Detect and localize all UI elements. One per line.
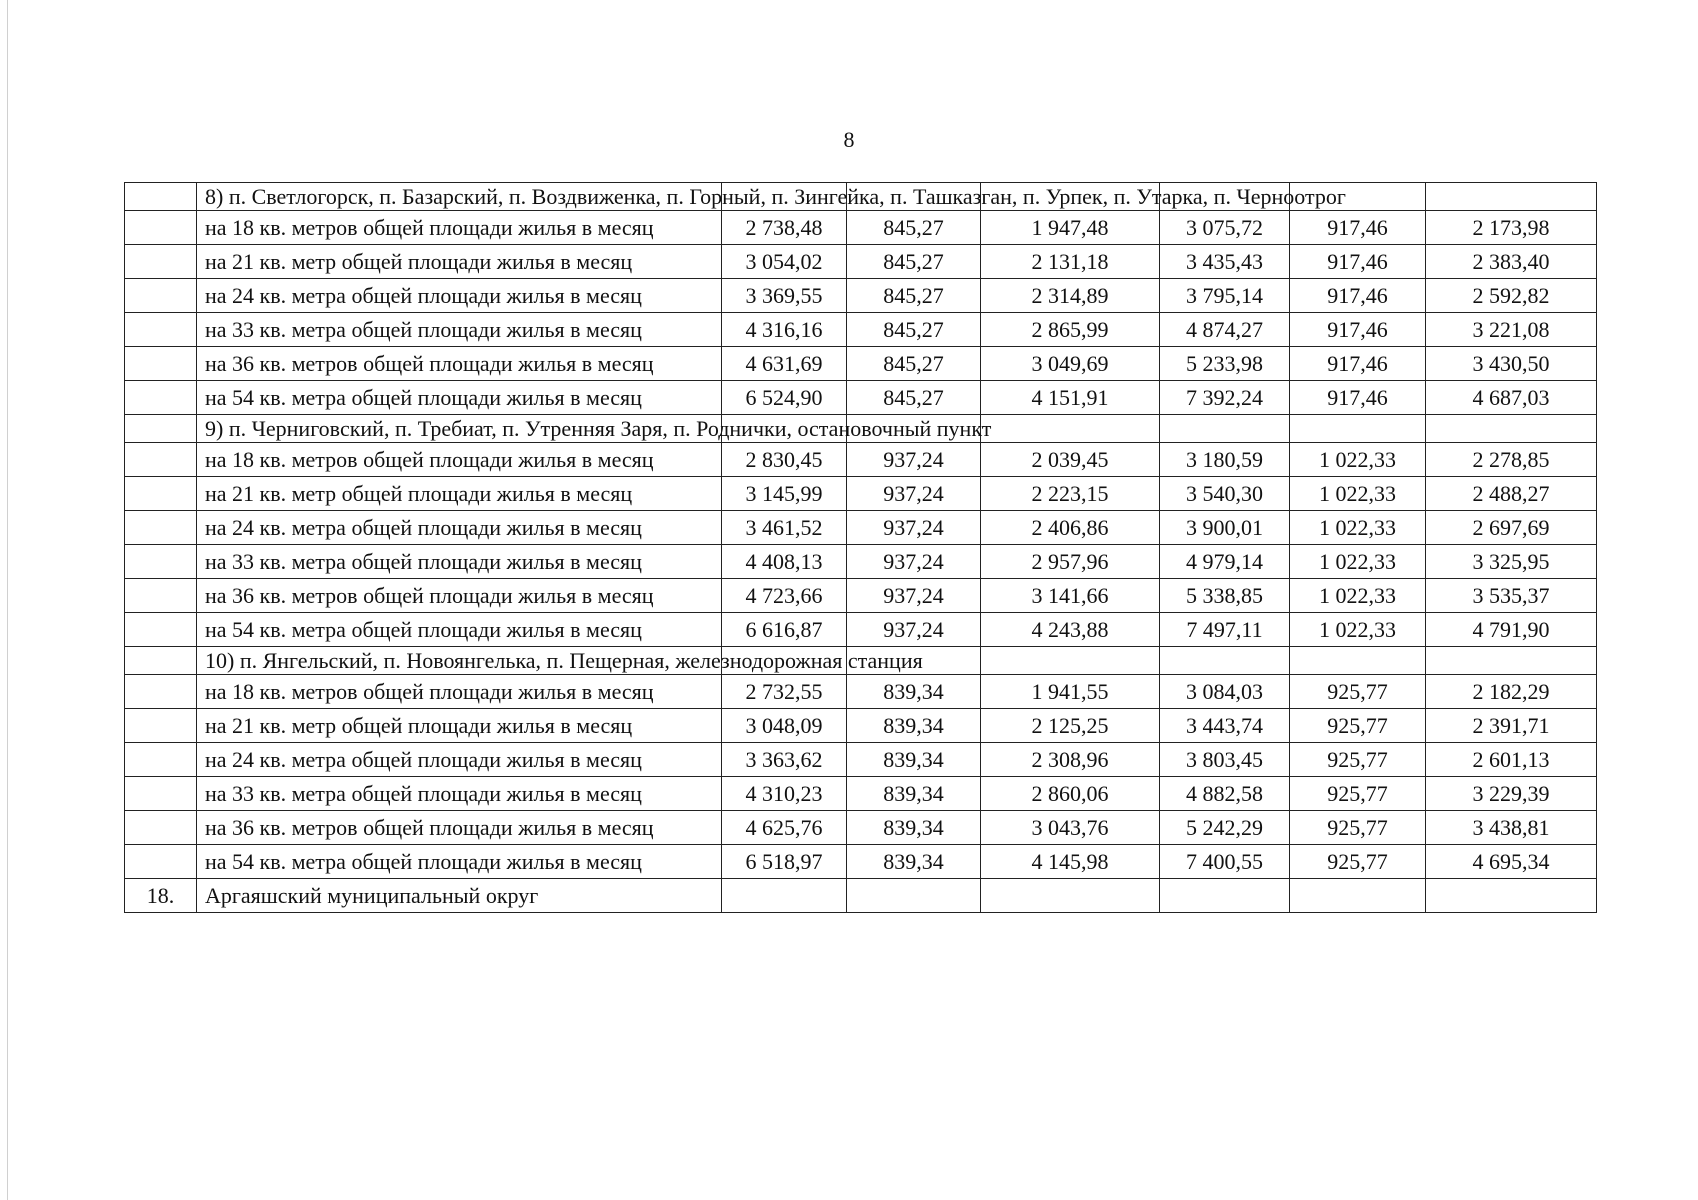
index-cell [125,777,197,811]
index-cell [125,511,197,545]
empty-value-cell [847,879,981,913]
norm-label: на 21 кв. метр общей площади жилья в месяц [197,245,722,279]
value-cell: 1 941,55 [981,675,1160,709]
value-cell: 3 900,01 [1160,511,1290,545]
value-cell: 839,34 [847,675,981,709]
district-index: 18. [125,879,197,913]
value-cell: 3 180,59 [1160,443,1290,477]
index-cell [125,313,197,347]
value-cell: 4 310,23 [722,777,847,811]
table-row [125,545,1597,579]
norm-label: на 33 кв. метра общей площади жилья в месяц [197,777,722,811]
table-row [125,579,1597,613]
value-cell: 4 408,13 [722,545,847,579]
value-cell: 2 957,96 [981,545,1160,579]
empty-value-cell [1160,415,1290,443]
value-cell: 3 048,09 [722,709,847,743]
table-row [125,511,1597,545]
index-cell [125,579,197,613]
district-row [125,879,1597,913]
value-cell: 839,34 [847,845,981,879]
value-cell: 5 233,98 [1160,347,1290,381]
value-cell: 7 400,55 [1160,845,1290,879]
empty-value-cell [1160,647,1290,675]
value-cell: 925,77 [1290,777,1426,811]
index-cell [125,443,197,477]
value-cell: 937,24 [847,613,981,647]
value-cell: 839,34 [847,743,981,777]
value-cell: 4 151,91 [981,381,1160,415]
norm-label: на 18 кв. метров общей площади жилья в месяц [197,443,722,477]
index-cell [125,545,197,579]
table-body [125,183,1597,913]
empty-value-cell [1426,183,1597,211]
value-cell: 4 687,03 [1426,381,1597,415]
empty-value-cell [981,879,1160,913]
value-cell: 6 524,90 [722,381,847,415]
page-number: 8 [843,127,855,152]
value-cell: 937,24 [847,443,981,477]
value-cell: 3 461,52 [722,511,847,545]
value-cell: 2 223,15 [981,477,1160,511]
value-cell: 3 369,55 [722,279,847,313]
value-cell: 925,77 [1290,743,1426,777]
value-cell: 5 242,29 [1160,811,1290,845]
value-cell: 917,46 [1290,211,1426,245]
value-cell: 2 131,18 [981,245,1160,279]
value-cell: 6 616,87 [722,613,847,647]
index-cell [125,647,197,675]
value-cell: 2 383,40 [1426,245,1597,279]
value-cell: 3 221,08 [1426,313,1597,347]
norm-label: на 24 кв. метра общей площади жилья в месяц [197,511,722,545]
value-cell: 937,24 [847,477,981,511]
value-cell: 2 391,71 [1426,709,1597,743]
value-cell: 4 791,90 [1426,613,1597,647]
value-cell: 1 022,33 [1290,477,1426,511]
value-cell: 925,77 [1290,675,1426,709]
value-cell: 4 695,34 [1426,845,1597,879]
table-row [125,477,1597,511]
value-cell: 3 054,02 [722,245,847,279]
value-cell: 1 022,33 [1290,443,1426,477]
norm-label: на 21 кв. метр общей площади жилья в месяц [197,477,722,511]
value-cell: 2 860,06 [981,777,1160,811]
value-cell: 845,27 [847,381,981,415]
value-cell: 2 125,25 [981,709,1160,743]
value-cell: 845,27 [847,211,981,245]
norm-label: на 54 кв. метра общей площади жилья в месяц [197,381,722,415]
value-cell: 1 022,33 [1290,579,1426,613]
value-cell: 2 406,86 [981,511,1160,545]
value-cell: 4 145,98 [981,845,1160,879]
value-cell: 6 518,97 [722,845,847,879]
value-cell: 3 438,81 [1426,811,1597,845]
empty-value-cell [1426,879,1597,913]
table-row [125,709,1597,743]
norm-label: на 21 кв. метр общей площади жилья в месяц [197,709,722,743]
value-cell: 917,46 [1290,313,1426,347]
index-cell [125,245,197,279]
value-cell: 937,24 [847,545,981,579]
norm-label: на 18 кв. метров общей площади жилья в месяц [197,211,722,245]
value-cell: 3 141,66 [981,579,1160,613]
settlement-group-heading: 9) п. Черниговский, п. Требиат, п. Утренняя Заря, п. Роднички, остановочный пункт [197,415,722,443]
value-cell: 2 738,48 [722,211,847,245]
index-cell [125,743,197,777]
index-cell [125,415,197,443]
table-row [125,211,1597,245]
value-cell: 3 363,62 [722,743,847,777]
value-cell: 2 697,69 [1426,511,1597,545]
value-cell: 3 795,14 [1160,279,1290,313]
value-cell: 845,27 [847,279,981,313]
index-cell [125,381,197,415]
table-row [125,613,1597,647]
value-cell: 4 243,88 [981,613,1160,647]
value-cell: 3 430,50 [1426,347,1597,381]
norm-label: на 36 кв. метров общей площади жилья в месяц [197,579,722,613]
value-cell: 917,46 [1290,381,1426,415]
empty-value-cell [1160,879,1290,913]
index-cell [125,709,197,743]
value-cell: 3 084,03 [1160,675,1290,709]
group-heading-row [125,183,1597,211]
empty-value-cell [722,879,847,913]
value-cell: 7 392,24 [1160,381,1290,415]
norm-label: на 24 кв. метра общей площади жилья в месяц [197,743,722,777]
index-cell [125,675,197,709]
index-cell [125,183,197,211]
value-cell: 3 803,45 [1160,743,1290,777]
value-cell: 3 540,30 [1160,477,1290,511]
value-cell: 4 723,66 [722,579,847,613]
value-cell: 1 022,33 [1290,511,1426,545]
table-row [125,347,1597,381]
value-cell: 839,34 [847,709,981,743]
value-cell: 925,77 [1290,845,1426,879]
value-cell: 2 732,55 [722,675,847,709]
empty-value-cell [1290,879,1426,913]
value-cell: 1 022,33 [1290,613,1426,647]
table-row [125,313,1597,347]
value-cell: 839,34 [847,777,981,811]
value-cell: 4 874,27 [1160,313,1290,347]
table-row [125,811,1597,845]
index-cell [125,845,197,879]
value-cell: 2 173,98 [1426,211,1597,245]
empty-value-cell [1290,415,1426,443]
value-cell: 2 830,45 [722,443,847,477]
norm-label: на 24 кв. метра общей площади жилья в месяц [197,279,722,313]
value-cell: 3 075,72 [1160,211,1290,245]
norm-label: на 33 кв. метра общей площади жилья в месяц [197,313,722,347]
norm-label: на 18 кв. метров общей площади жилья в месяц [197,675,722,709]
district-name: Аргаяшский муниципальный округ [197,879,722,913]
index-cell [125,211,197,245]
table-row [125,845,1597,879]
index-cell [125,477,197,511]
value-cell: 845,27 [847,313,981,347]
value-cell: 3 443,74 [1160,709,1290,743]
table-row [125,777,1597,811]
norm-label: на 36 кв. метров общей площади жилья в месяц [197,347,722,381]
index-cell [125,347,197,381]
table-row [125,245,1597,279]
value-cell: 1 022,33 [1290,545,1426,579]
table-row [125,443,1597,477]
value-cell: 925,77 [1290,811,1426,845]
value-cell: 2 314,89 [981,279,1160,313]
value-cell: 839,34 [847,811,981,845]
table-row [125,675,1597,709]
value-cell: 4 979,14 [1160,545,1290,579]
value-cell: 2 039,45 [981,443,1160,477]
value-cell: 1 947,48 [981,211,1160,245]
value-cell: 7 497,11 [1160,613,1290,647]
empty-value-cell [1426,415,1597,443]
value-cell: 4 882,58 [1160,777,1290,811]
value-cell: 3 229,39 [1426,777,1597,811]
value-cell: 3 435,43 [1160,245,1290,279]
empty-value-cell [1290,647,1426,675]
group-heading-row [125,415,1597,443]
value-cell: 845,27 [847,347,981,381]
value-cell: 917,46 [1290,347,1426,381]
norm-label: на 33 кв. метра общей площади жилья в месяц [197,545,722,579]
value-cell: 3 535,37 [1426,579,1597,613]
value-cell: 917,46 [1290,279,1426,313]
settlement-group-heading: 8) п. Светлогорск, п. Базарский, п. Воздвиженка, п. Горный, п. Зингейка, п. Ташказган, п. Урпек, п. Утарка, п. Черноотрог [197,183,722,211]
value-cell: 937,24 [847,579,981,613]
value-cell: 2 865,99 [981,313,1160,347]
index-cell [125,279,197,313]
value-cell: 2 278,85 [1426,443,1597,477]
value-cell: 4 625,76 [722,811,847,845]
scan-edge-line [7,0,8,1200]
norm-label: на 54 кв. метра общей площади жилья в месяц [197,613,722,647]
value-cell: 2 488,27 [1426,477,1597,511]
value-cell: 2 308,96 [981,743,1160,777]
value-cell: 4 631,69 [722,347,847,381]
empty-value-cell [981,415,1160,443]
index-cell [125,613,197,647]
table-row [125,381,1597,415]
empty-value-cell [981,647,1160,675]
tariff-table [124,182,1597,913]
table-row [125,279,1597,313]
value-cell: 3 325,95 [1426,545,1597,579]
table-row [125,743,1597,777]
value-cell: 4 316,16 [722,313,847,347]
value-cell: 925,77 [1290,709,1426,743]
index-cell [125,811,197,845]
value-cell: 3 145,99 [722,477,847,511]
empty-value-cell [1426,647,1597,675]
value-cell: 2 601,13 [1426,743,1597,777]
value-cell: 845,27 [847,245,981,279]
norm-label: на 36 кв. метров общей площади жилья в месяц [197,811,722,845]
value-cell: 3 043,76 [981,811,1160,845]
value-cell: 5 338,85 [1160,579,1290,613]
norm-label: на 54 кв. метра общей площади жилья в месяц [197,845,722,879]
value-cell: 937,24 [847,511,981,545]
group-heading-row [125,647,1597,675]
value-cell: 2 592,82 [1426,279,1597,313]
settlement-group-heading: 10) п. Янгельский, п. Новоянгелька, п. Пещерная, железнодорожная станция [197,647,722,675]
value-cell: 917,46 [1290,245,1426,279]
value-cell: 2 182,29 [1426,675,1597,709]
value-cell: 3 049,69 [981,347,1160,381]
